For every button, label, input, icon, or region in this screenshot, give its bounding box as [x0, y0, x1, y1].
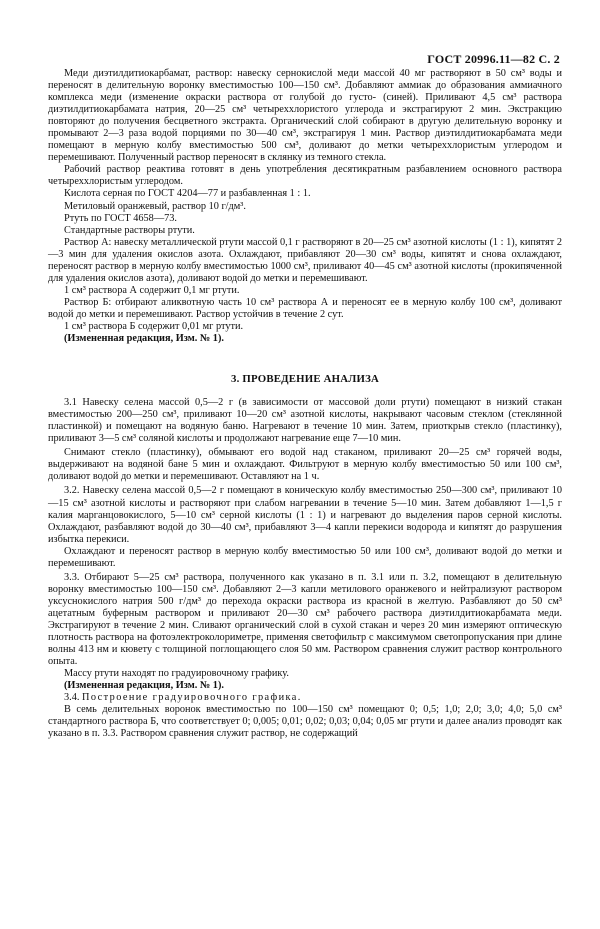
subsection-number: 3.4.: [64, 692, 80, 704]
paragraph-solution-b-content: 1 см³ раствора Б содержит 0,01 мг ртути.: [64, 320, 244, 332]
document-body: [48, 68, 562, 740]
section-title: 3. ПРОВЕДЕНИЕ АНАЛИЗА: [231, 373, 379, 386]
paragraph-solution-a-content: 1 см³ раствора А содержит 0,1 мг ртути.: [64, 284, 240, 296]
subsection-3-4-heading: [48, 692, 562, 704]
edition-note: (Измененная редакция, Изм. № 1).: [64, 680, 224, 692]
paragraph-solution-a: Раствор А: навеску металлической ртути массой 0,1 г растворяют в 20—25 см³ азотной кислоты (1 : 1), кипятят 2—3 мин для удаления окислов азота. Охлаждают, прибавляют 20—30 см³ воды, кипятят и снова охлаждают, переносят раствор в мерную колбу вместимостью 1000 см³, приливают 40—45 см³ азотной кислоты (прокипяченной для удаления окислов азота), доливают водой до метки и перемешивают.: [48, 236, 562, 284]
paragraph-solution-b: Раствор Б: отбирают аликвотную часть 10 см³ раствора А и переносят ее в мерную колбу 100 см³, доливают водой до метки и перемешивают. Раствор устойчив в течение 2 сут.: [48, 296, 562, 320]
paragraph-working-solution: Рабочий раствор реактива готовят в день употребления десятикратным разбавлением основного раствора четыреххлористым углеродом.: [48, 164, 562, 188]
paragraph-3-2-cont: Охлаждают и переносят раствор в мерную колбу вместимостью 50 или 100 см³, доливают водой до метки и перемешивают.: [48, 545, 562, 569]
paragraph-calibration: В семь делительных воронок вместимостью по 100—150 см³ помещают 0; 0,5; 1,0; 2,0; 3,0; 4,0; 5,0 см³ стандартного раствора Б, что соответствует 0; 0,005; 0,01; 0,02; 0,03; 0,04; 0,05 мг ртути и далее анализ проводят как указано в п. 3.3. Раствором сравнения служит раствор, не содержащий: [48, 704, 562, 740]
paragraph-3-2: 3.2. Навеску селена массой 0,5—2 г помещают в коническую колбу вместимостью 250—300 см³, приливают 10—15 см³ азотной кислоты и растворяют при слабом нагревании в течение 5—10 мин. Затем добавляют 1—1,5 г калия марганцовокислого, 5—10 см³ серной кислоты (1 : 1) и нагревают до выделения паров серной кислоты. Охлаждают, разбавляют водой до 30—40 см³, прибавляют 3—4 капли перекиси водорода и кипятят до разрушения избытка перекиси.: [48, 485, 562, 545]
standard-page-header: ГОСТ 20996.11—82 С. 2: [427, 52, 560, 66]
paragraph-mercury: Ртуть по ГОСТ 4658—73.: [64, 212, 177, 224]
paragraph-3-1: 3.1 Навеску селена массой 0,5—2 г (в зависимости от массовой доли ртути) помещают в низкий стакан вместимостью 200—250 см³, приливают 10—20 см³ азотной кислоты, накрывают часовым стеклом (стеклянной пластинкой) и помещают на водяную баню. Нагревают в течение 10 мин. Затем, приоткрыв стекло (пластинку), приливают 3—5 см³ соляной кислоты и продолжают нагревание еще 7—10 мин.: [48, 397, 562, 445]
paragraph-copper-reagent: Меди диэтилдитиокарбамат, раствор: навеску сернокислой меди массой 40 мг растворяют в 50 см³ воды и переносят в делительную воронку вместимостью 100—150 см³. Добавляют аммиак до образования аммиачного комплекса меди (изменение окраски раствора от голубой до густо- (синей). Приливают 4,5 см³ раствора диэтилдитиокарбамата натрия, 20—25 см³ четыреххлористого углерода и экстрагируют 2 мин. Экстракцию повторяют до получения бесцветного экстракта. Органический слой собирают в другую делительную воронку и промывают 2—3 раза водой порциями по 30—40 см³, экстрагируя 1 мин. Раствор диэтилдитиокарбамата меди помещают в мерную колбу вместимостью 500 см³, доливают до метки четыреххлористым углеродом и перемешивают. Полученный раствор переносят в склянку из темного стекла.: [48, 68, 562, 164]
paragraph-3-1-cont: Снимают стекло (пластинку), обмывают его водой над стаканом, приливают 20—25 см³ горячей воды, выдерживают на водяной бане 5 мин и охлаждают. Фильтруют в мерную колбу вместимостью 50 или 100 см³, доливают водой до метки и перемешивают. Оставляют на 1 ч.: [48, 447, 562, 483]
paragraph-3-3: 3.3. Отбирают 5—25 см³ раствора, полученного как указано в п. 3.1 или п. 3.2, помещают в делительную воронку вместимостью 100—150 см³. Добавляют 2—3 капли метилового оранжевого и нейтрализуют раствором уксуснокислого натрия 500 г/дм³ до перехода окраски раствора из красной в желтую. Разбавляют до 50 см³ ацетатным буферным раствором и приливают 20—30 см³ рабочего раствора диэтилдитиокарбамата меди. Экстрагируют в течение 2 мин. Сливают органический слой в сухой стакан и через 20 мин измеряют оптическую плотность раствора на фотоэлектроколориметре, применяя светофильтр с максимумом светопропускания при длине волны 413 нм и кювету с толщиной поглощающего слоя 50 мм. Раствором сравнения служит раствор контрольного опыта.: [48, 571, 562, 668]
subsection-title: Построение градуировочного графика.: [82, 692, 302, 704]
paragraph-standard-solutions: Стандартные растворы ртути.: [64, 224, 195, 236]
paragraph-methyl-orange: Метиловый оранжевый, раствор 10 г/дм³.: [64, 200, 246, 212]
edition-note: (Измененная редакция, Изм. № 1).: [64, 333, 224, 345]
paragraph-mass-mercury: Массу ртути находят по градуировочному графику.: [64, 668, 289, 680]
paragraph-sulfuric-acid: Кислота серная по ГОСТ 4204—77 и разбавленная 1 : 1.: [64, 188, 311, 200]
